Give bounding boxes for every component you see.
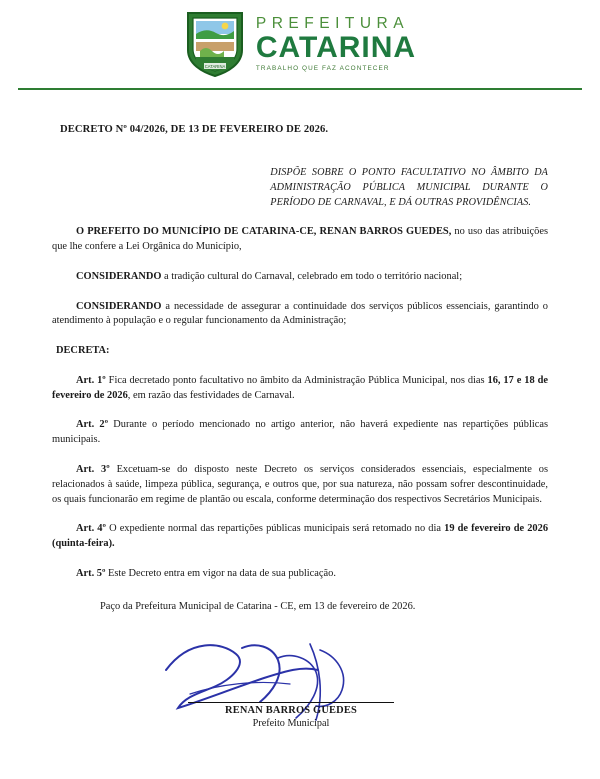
signature-block <box>52 640 548 736</box>
brand-lockup <box>184 10 416 78</box>
article-3-text: Excetuam-se do disposto neste Decreto os serviços considerados essenciais, especialmente os relacionados à saúde, limpeza pública, segurança, e outros que, por sua natureza, não possam sofrer descontinuidade, os quais funcionarão em regime de plantão ou escala, conforme determinação dos respectivos Secretários Municipais. <box>52 463 549 505</box>
article-1-label: Art. 1º <box>76 374 106 386</box>
article-5-label: Art. 5º <box>76 567 106 579</box>
article-1-dates: 16, 17 e 18 de fevereiro de 2026 <box>52 374 548 401</box>
article-4 <box>52 522 548 552</box>
slogan-label: TRABALHO QUE FAZ ACONTECER <box>255 65 390 73</box>
considerando-2 <box>52 300 548 330</box>
preamble-paragraph <box>52 225 548 255</box>
signatory-name: RENAN BARROS GUEDES <box>225 705 357 717</box>
brand-text <box>256 16 416 73</box>
letterhead <box>0 0 600 84</box>
article-2 <box>52 418 548 448</box>
considerando-1 <box>52 270 548 285</box>
signature-rule <box>188 702 394 703</box>
considerando-2-label: CONSIDERANDO <box>76 300 162 312</box>
article-3 <box>52 463 548 507</box>
preamble-mayor-name: O PREFEITO DO MUNICÍPIO DE CATARINA-CE, RENAN BARROS GUEDES, <box>76 226 452 238</box>
city-label: CATARINA <box>255 31 417 65</box>
considerando-1-label: CONSIDERANDO <box>76 270 162 282</box>
preamble-rest: no uso das atribuições que lhe confere a Lei Orgânica do Município, <box>52 226 548 253</box>
article-1 <box>52 374 548 404</box>
considerando-2-text: a necessidade de assegurar a continuidade dos serviços públicos essenciais, garantindo o atendimento à população e o regular funcionamento da Administração; <box>52 300 548 327</box>
document-body <box>0 90 600 736</box>
considerando-1-text: a tradição cultural do Carnaval, celebrado em todo o território nacional; <box>161 270 463 282</box>
article-2-text: Durante o período mencionado no artigo anterior, não haverá expediente nas repartições públicas municipais. <box>52 419 548 446</box>
article-5-text: Este Decreto entra em vigor na data de sua publicação. <box>105 567 336 579</box>
signatory-role: Prefeito Municipal <box>252 718 330 730</box>
article-5 <box>52 567 548 582</box>
closing-line: Paço da Prefeitura Municipal de Catarina - CE, em 13 de fevereiro de 2026. <box>100 600 416 612</box>
decree-title: DECRETO Nº 04/2026, DE 13 DE FEVEREIRO DE 2026. <box>60 124 329 135</box>
article-4-label: Art. 4º <box>76 523 106 535</box>
article-2-label: Art. 2º <box>76 419 109 431</box>
article-3-label: Art. 3º <box>76 463 110 475</box>
decreta-label: DECRETA: <box>56 345 110 357</box>
prefeitura-label: PREFEITURA <box>255 14 410 32</box>
article-4-text-a: O expediente normal das repartições públicas municipais será retomado no dia <box>105 523 445 535</box>
article-1-text-b: , em razão das festividades de Carnaval. <box>127 389 295 401</box>
svg-text:CATARINA: CATARINA <box>204 64 226 69</box>
municipal-coat-of-arms-icon <box>184 10 246 78</box>
article-4-date: 19 de fevereiro de 2026 (quinta-feira). <box>52 523 549 550</box>
decree-summary: DISPÕE SOBRE O PONTO FACULTATIVO NO ÂMBITO DA ADMINISTRAÇÃO PÚBLICA MUNICIPAL DURANTE O PERÍODO DE CARNAVAL, E DÁ OUTRAS PROVIDÊNCIAS. <box>270 167 548 209</box>
article-1-text-a: Fica decretado ponto facultativo no âmbito da Administração Pública Municipal, nos dias <box>105 374 488 386</box>
